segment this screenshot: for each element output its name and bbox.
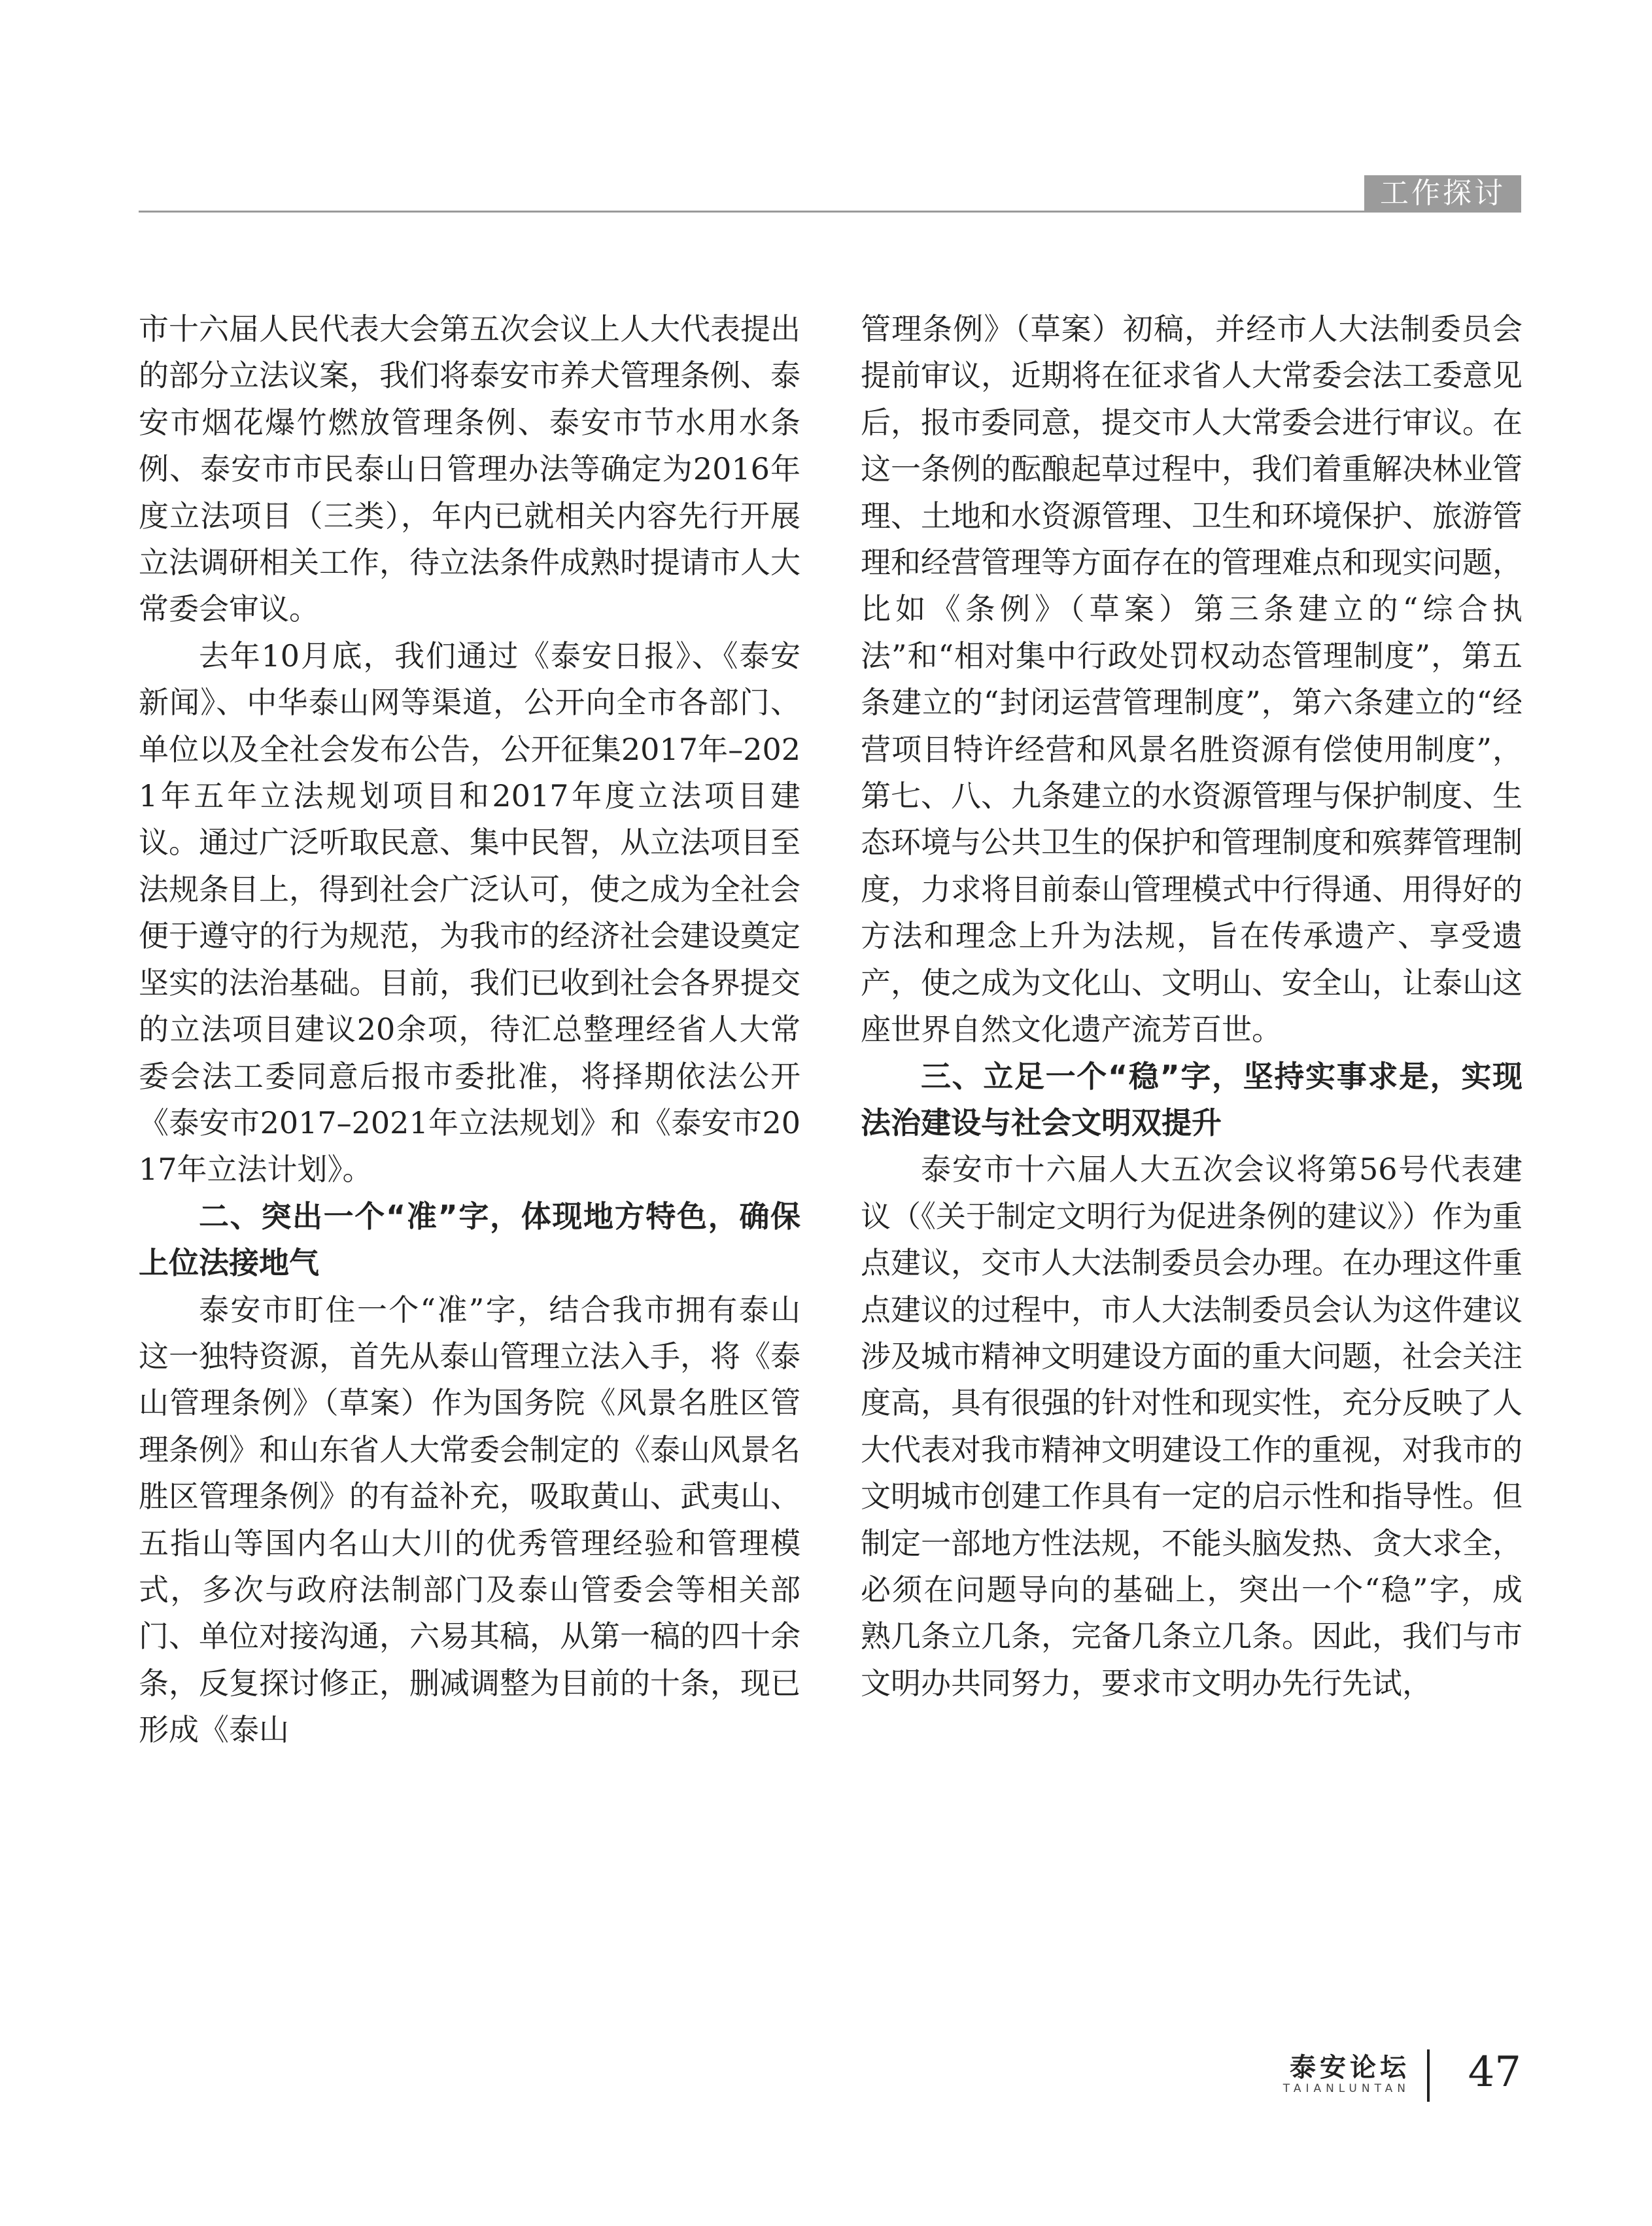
header-rule xyxy=(139,211,1521,213)
paragraph: 市十六届人民代表大会第五次会议上人大代表提出的部分立法议案，我们将泰安市养犬管理条例、泰安市烟花爆竹燃放管理条例、泰安市节水用水条例、泰安市市民泰山日管理办法等确定为2016年度立法项目（三类），年内已就相关内容先行开展立法调研相关工作，待立法条件成熟时提请市人大常委会审议。 xyxy=(139,311,800,627)
page-number: 47 xyxy=(1468,2048,1521,2097)
paragraph: 去年10月底，我们通过《泰安日报》、《泰安新闻》、中华泰山网等渠道，公开向全市各部门、单位以及全社会发布公告，公开征集2017年–2021年五年立法规划项目和2017年度立法项目建议。通过广泛听取民意、集中民智，从立法项目至法规条目上，得到社会广泛认可，使之成为全社会便于遵守的行为规范，为我市的经济社会建设奠定坚实的法治基础。目前，我们已收到社会各界提交的立法项目建议20余项，待汇总整理经省人大常委会法工委同意后报市委批准，将择期依法公开《泰安市2017–2021年立法规划》和《泰安市2017年立法计划》。 xyxy=(139,638,800,1188)
page-footer xyxy=(1247,2047,1521,2106)
footer-divider xyxy=(1427,2049,1430,2102)
paragraph: 泰安市盯住一个“准”字，结合我市拥有泰山这一独特资源，首先从泰山管理立法入手，将《泰山管理条例》（草案）作为国务院《风景名胜区管理条例》和山东省人大常委会制定的《泰山风景名胜区管理条例》的有益补充，吸取黄山、武夷山、五指山等国内名山大川的优秀管理经验和管理模式，多次与政府法制部门及泰山管委会等相关部门、单位对接沟通，六易其稿，从第一稿的四十余条，反复探讨修正，删减调整为目前的十条，现已形成《泰山 xyxy=(139,1292,800,1748)
section-heading: 三、立足一个“稳”字，坚持实事求是，实现法治建设与社会文明双提升 xyxy=(861,1058,1523,1140)
paragraph: 泰安市十六届人大五次会议将第56号代表建议（《关于制定文明行为促进条例的建议》）作为重点建议，交市人大法制委员会办理。在办理这件重点建议的过程中，市人大法制委员会认为这件建议涉及城市精神文明建设方面的重大问题，社会关注度高，具有很强的针对性和现实性，充分反映了人大代表对我市精神文明建设工作的重视，对我市的文明城市创建工作具有一定的启示性和指导性。但制定一部地方性法规，不能头脑发热、贪大求全，必须在问题导向的基础上，突出一个“稳”字，成熟几条立几条，完备几条立几条。因此，我们与市文明办共同努力，要求市文明办先行先试， xyxy=(861,1152,1523,1701)
right-column xyxy=(861,306,1523,1707)
left-column xyxy=(139,306,800,1754)
magazine-name: 泰安论坛 xyxy=(1290,2053,1410,2083)
section-heading: 二、突出一个“准”字，体现地方特色，确保上位法接地气 xyxy=(139,1198,800,1281)
paragraph: 管理条例》（草案）初稿，并经市人大法制委员会提前审议，近期将在征求省人大常委会法工委意见后，报市委同意，提交市人大常委会进行审议。在这一条例的酝酿起草过程中，我们着重解决林业管理、土地和水资源管理、卫生和环境保护、旅游管理和经营管理等方面存在的管理难点和现实问题，比如《条例》（草案）第三条建立的“综合执法”和“相对集中行政处罚权动态管理制度”，第五条建立的“封闭运营管理制度”，第六条建立的“经营项目特许经营和风景名胜资源有偿使用制度”，第七、八、九条建立的水资源管理与保护制度、生态环境与公共卫生的保护和管理制度和殡葬管理制度，力求将目前泰山管理模式中行得通、用得好的方法和理念上升为法规，旨在传承遗产、享受遗产，使之成为文化山、文明山、安全山，让泰山这座世界自然文化遗产流芳百世。 xyxy=(861,311,1523,1048)
magazine-pinyin: TAIANLUNTAN xyxy=(1282,2082,1410,2095)
section-tag: 工作探讨 xyxy=(1364,175,1521,212)
